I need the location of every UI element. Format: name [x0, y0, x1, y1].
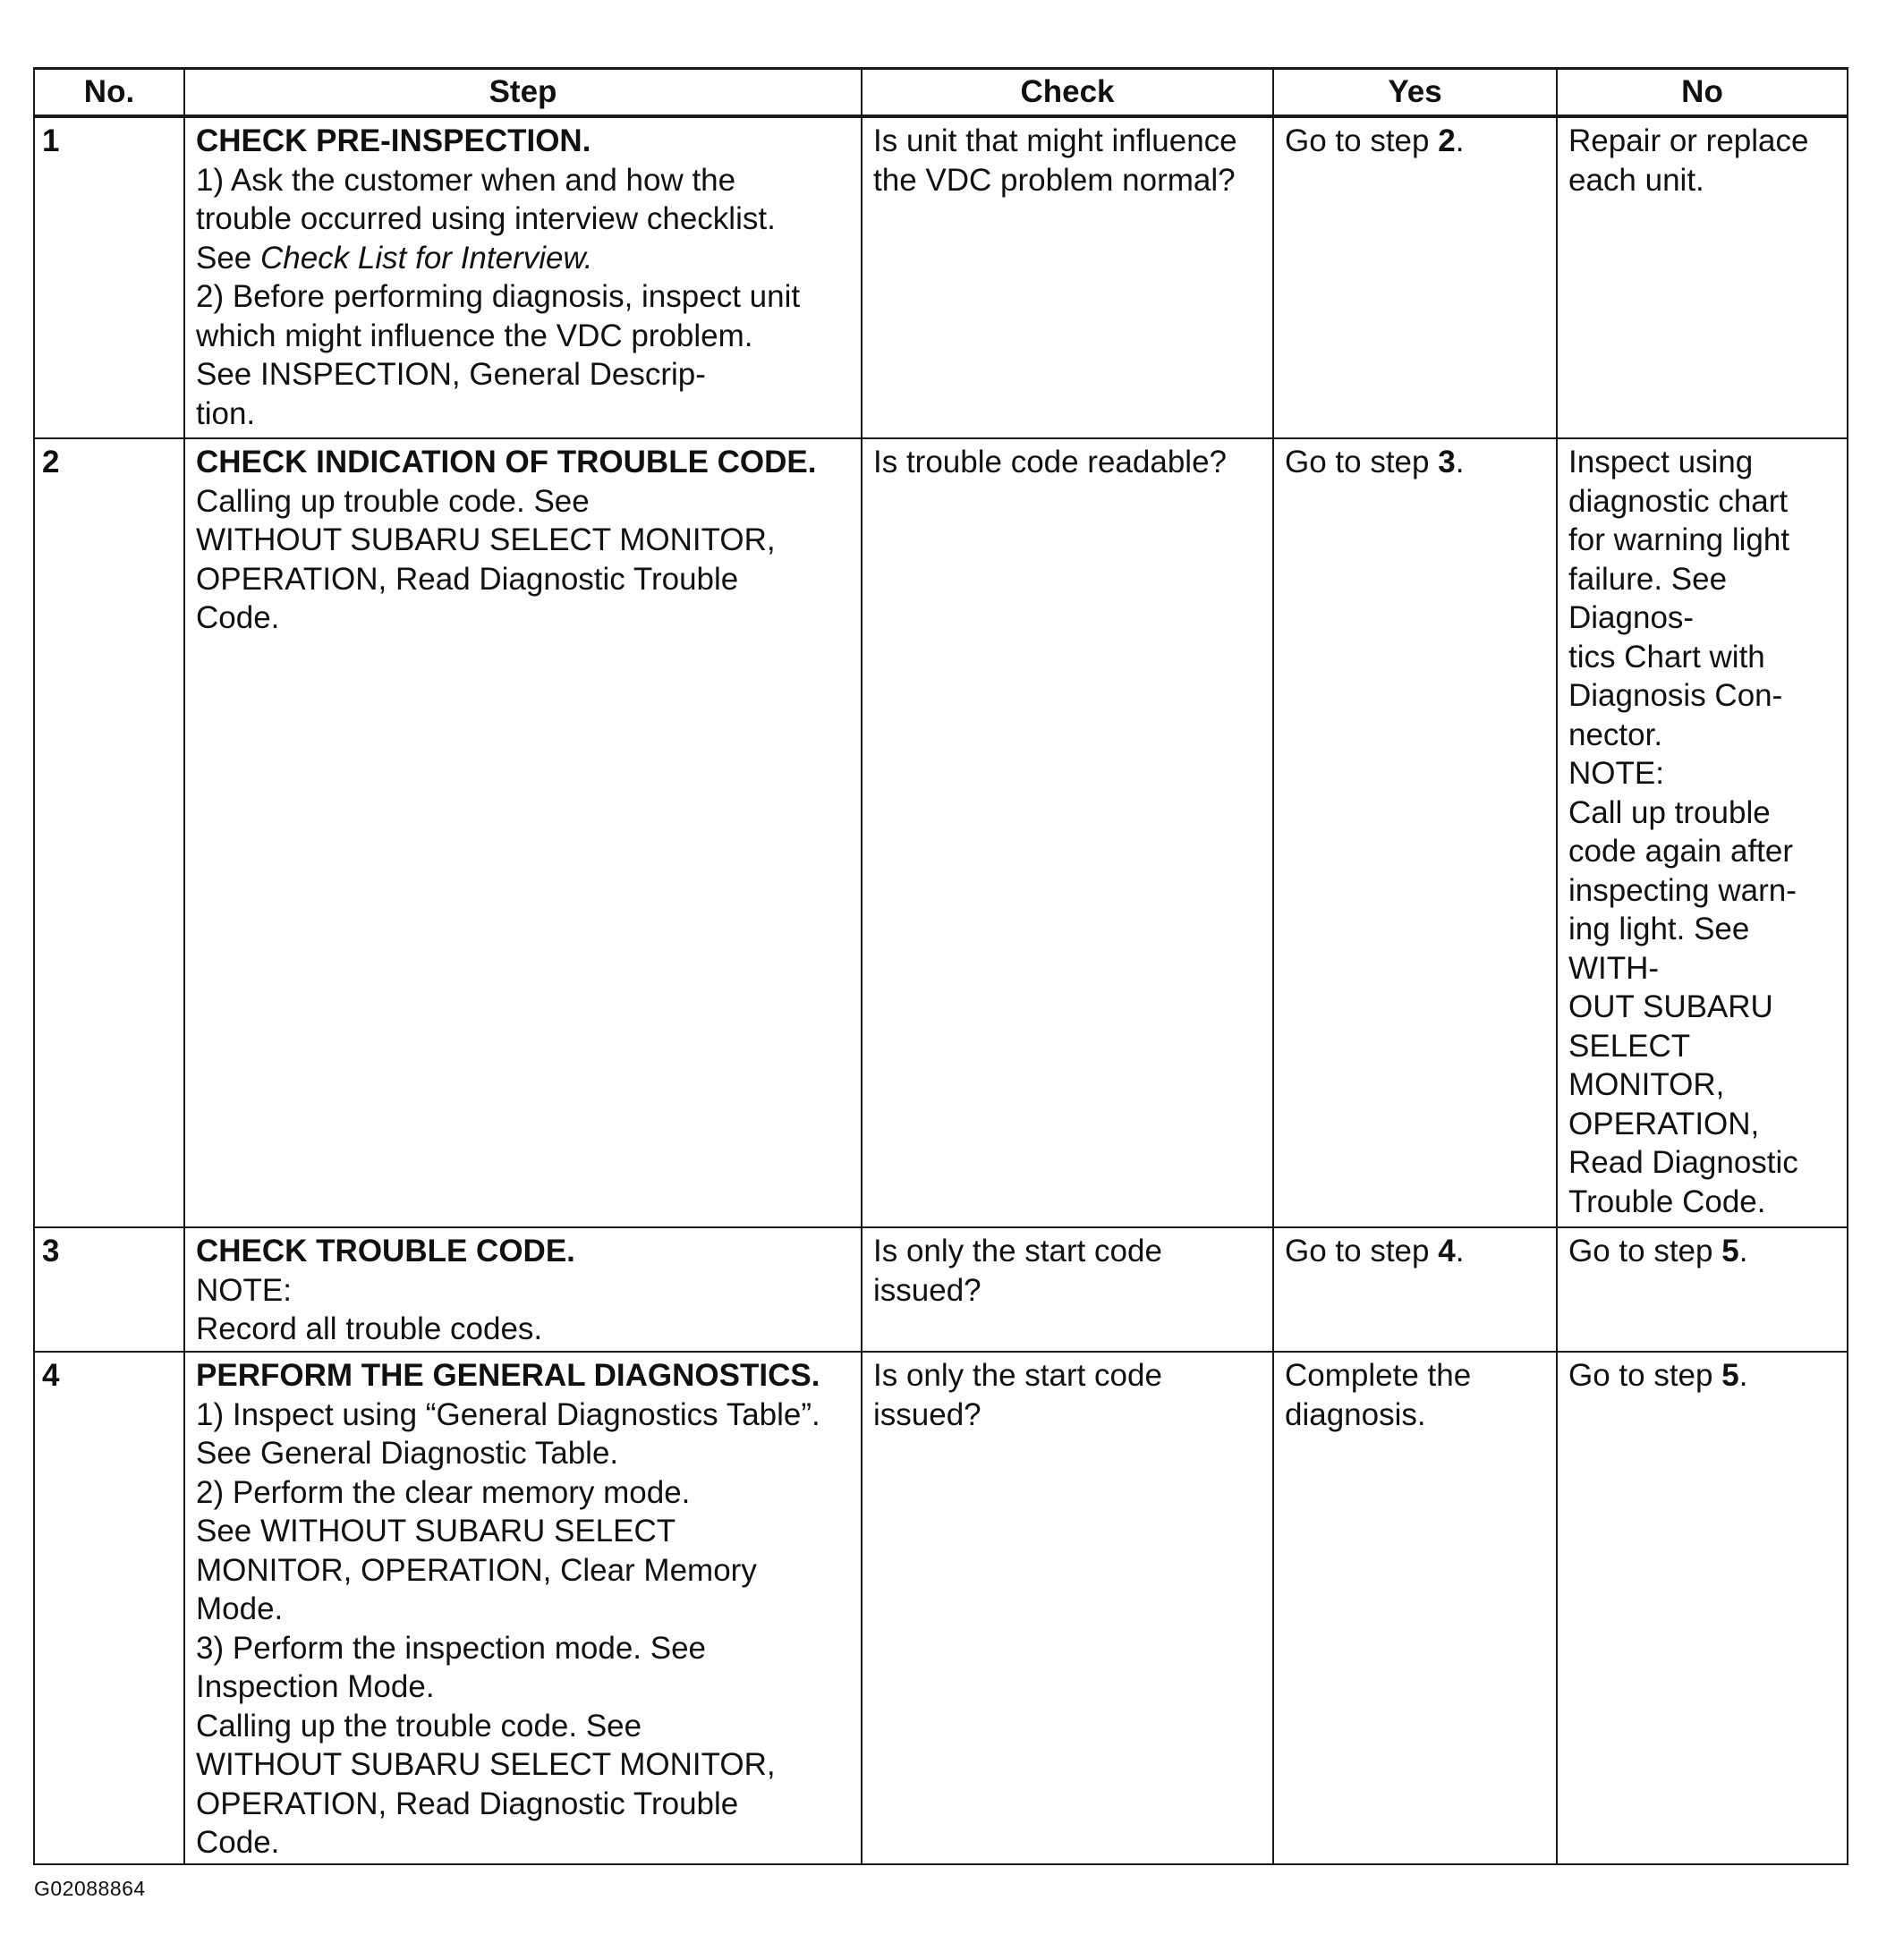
table-row [34, 116, 1848, 438]
no-line: SELECT [1568, 1028, 1691, 1064]
header-yes: Yes [1273, 69, 1557, 117]
step-line: Record all trouble codes. [196, 1311, 543, 1346]
step-line: Code. [196, 1825, 280, 1860]
no-line: Call up trouble [1568, 794, 1771, 830]
table-row [34, 1352, 1848, 1864]
step-line: Calling up the trouble code. See [196, 1708, 642, 1744]
no-line: Trouble Code. [1568, 1184, 1766, 1219]
yes-suffix: . [1455, 123, 1465, 158]
diagnostic-procedure-table [33, 67, 1848, 1865]
yes-text: Go to step [1285, 445, 1439, 479]
step-line: 1) Ask the customer when and how the [196, 162, 736, 198]
step-line: 2) Perform the clear memory mode. [196, 1474, 691, 1510]
yes-text: Go to step [1285, 123, 1439, 158]
table-row [34, 1227, 1848, 1352]
step-text: See [196, 240, 260, 276]
no-suffix: . [1738, 1234, 1748, 1268]
table-row [34, 438, 1848, 1227]
no-line: WITH- [1568, 950, 1660, 986]
no-step-number: 5 [1721, 1358, 1739, 1393]
step-line: Inspection Mode. [196, 1669, 435, 1704]
no-line: Read Diagnostic [1568, 1145, 1798, 1180]
step-line: See WITHOUT SUBARU SELECT [196, 1514, 676, 1548]
step-line: 1) Inspect using “General Diagnostics Table”. [196, 1396, 820, 1432]
step-line: Mode. [196, 1591, 284, 1626]
step-title: PERFORM THE GENERAL DIAGNOSTICS. [196, 1358, 820, 1393]
step-line: tion. [196, 395, 256, 431]
no-line: Diagnos- [1568, 600, 1695, 635]
table-header-row [34, 69, 1848, 117]
step-line: Calling up trouble code. See [196, 483, 590, 519]
step-line: See General Diagnostic Table. [196, 1436, 619, 1471]
no-cell: Repair or replace each unit. [1557, 116, 1848, 438]
no-line: Inspect using [1568, 445, 1754, 479]
step-line: trouble occurred using interview checklist. [196, 201, 776, 236]
step-line: NOTE: [196, 1272, 292, 1308]
step-cell [184, 1227, 862, 1352]
yes-suffix: . [1455, 1234, 1465, 1268]
header-no: No. [34, 69, 184, 117]
no-line: tics Chart with [1568, 639, 1765, 675]
no-cell [1557, 438, 1848, 1227]
step-cell [184, 1352, 862, 1864]
no-line: NOTE: [1568, 756, 1664, 791]
step-title: CHECK INDICATION OF TROUBLE CODE. [196, 445, 817, 479]
step-line: MONITOR, OPERATION, Clear Memory [196, 1552, 757, 1588]
check-cell: Is only the start code issued? [862, 1227, 1273, 1352]
no-line: ing light. See [1568, 912, 1750, 946]
no-line: nector. [1568, 717, 1663, 752]
no-suffix: . [1738, 1358, 1748, 1393]
no-line: OUT SUBARU [1568, 989, 1773, 1024]
step-line: See INSPECTION, General Descrip- [196, 357, 706, 392]
step-line: which might influence the VDC problem. [196, 318, 753, 353]
step-line: OPERATION, Read Diagnostic Trouble [196, 1786, 739, 1821]
no-line: inspecting warn- [1568, 872, 1797, 908]
check-cell: Is trouble code readable? [862, 438, 1273, 1227]
no-text: Go to step [1568, 1358, 1722, 1393]
header-check: Check [862, 69, 1273, 117]
row-number: 3 [34, 1227, 184, 1352]
yes-step-number: 3 [1438, 445, 1456, 479]
header-no-result: No [1557, 69, 1848, 117]
yes-step-number: 4 [1438, 1234, 1456, 1268]
step-line: Code. [196, 600, 280, 635]
no-line: OPERATION, [1568, 1106, 1760, 1141]
no-step-number: 5 [1721, 1234, 1739, 1268]
row-number: 1 [34, 116, 184, 438]
step-line: OPERATION, Read Diagnostic Trouble [196, 561, 739, 597]
no-line: for warning light [1568, 522, 1790, 557]
yes-cell [1273, 438, 1557, 1227]
step-line: WITHOUT SUBARU SELECT MONITOR, [196, 522, 776, 557]
no-line: code again after [1568, 834, 1794, 869]
check-cell: Is unit that might influence the VDC problem normal? [862, 116, 1273, 438]
no-cell [1557, 1227, 1848, 1352]
figure-id: G02088864 [34, 1877, 146, 1900]
header-step: Step [184, 69, 862, 117]
yes-cell [1273, 116, 1557, 438]
checklist-reference: Check List for Interview. [260, 240, 593, 276]
row-number: 4 [34, 1352, 184, 1864]
yes-step-number: 2 [1438, 123, 1456, 158]
step-title: CHECK PRE-INSPECTION. [196, 123, 591, 158]
step-cell [184, 438, 862, 1227]
step-cell [184, 116, 862, 438]
no-cell [1557, 1352, 1848, 1864]
step-line: 3) Perform the inspection mode. See [196, 1630, 707, 1666]
step-line [196, 239, 850, 278]
step-title: CHECK TROUBLE CODE. [196, 1234, 575, 1268]
yes-cell: Complete the diagnosis. [1273, 1352, 1557, 1864]
row-number: 2 [34, 438, 184, 1227]
step-line: 2) Before performing diagnosis, inspect unit [196, 279, 801, 314]
check-cell: Is only the start code issued? [862, 1352, 1273, 1864]
no-text: Go to step [1568, 1234, 1722, 1268]
no-line: Diagnosis Con- [1568, 678, 1783, 713]
no-line: diagnostic chart [1568, 483, 1789, 519]
yes-text: Go to step [1285, 1234, 1439, 1268]
yes-suffix: . [1455, 445, 1465, 479]
yes-cell [1273, 1227, 1557, 1352]
no-line: failure. See [1568, 561, 1728, 597]
no-line: MONITOR, [1568, 1067, 1725, 1102]
step-line: WITHOUT SUBARU SELECT MONITOR, [196, 1747, 776, 1782]
